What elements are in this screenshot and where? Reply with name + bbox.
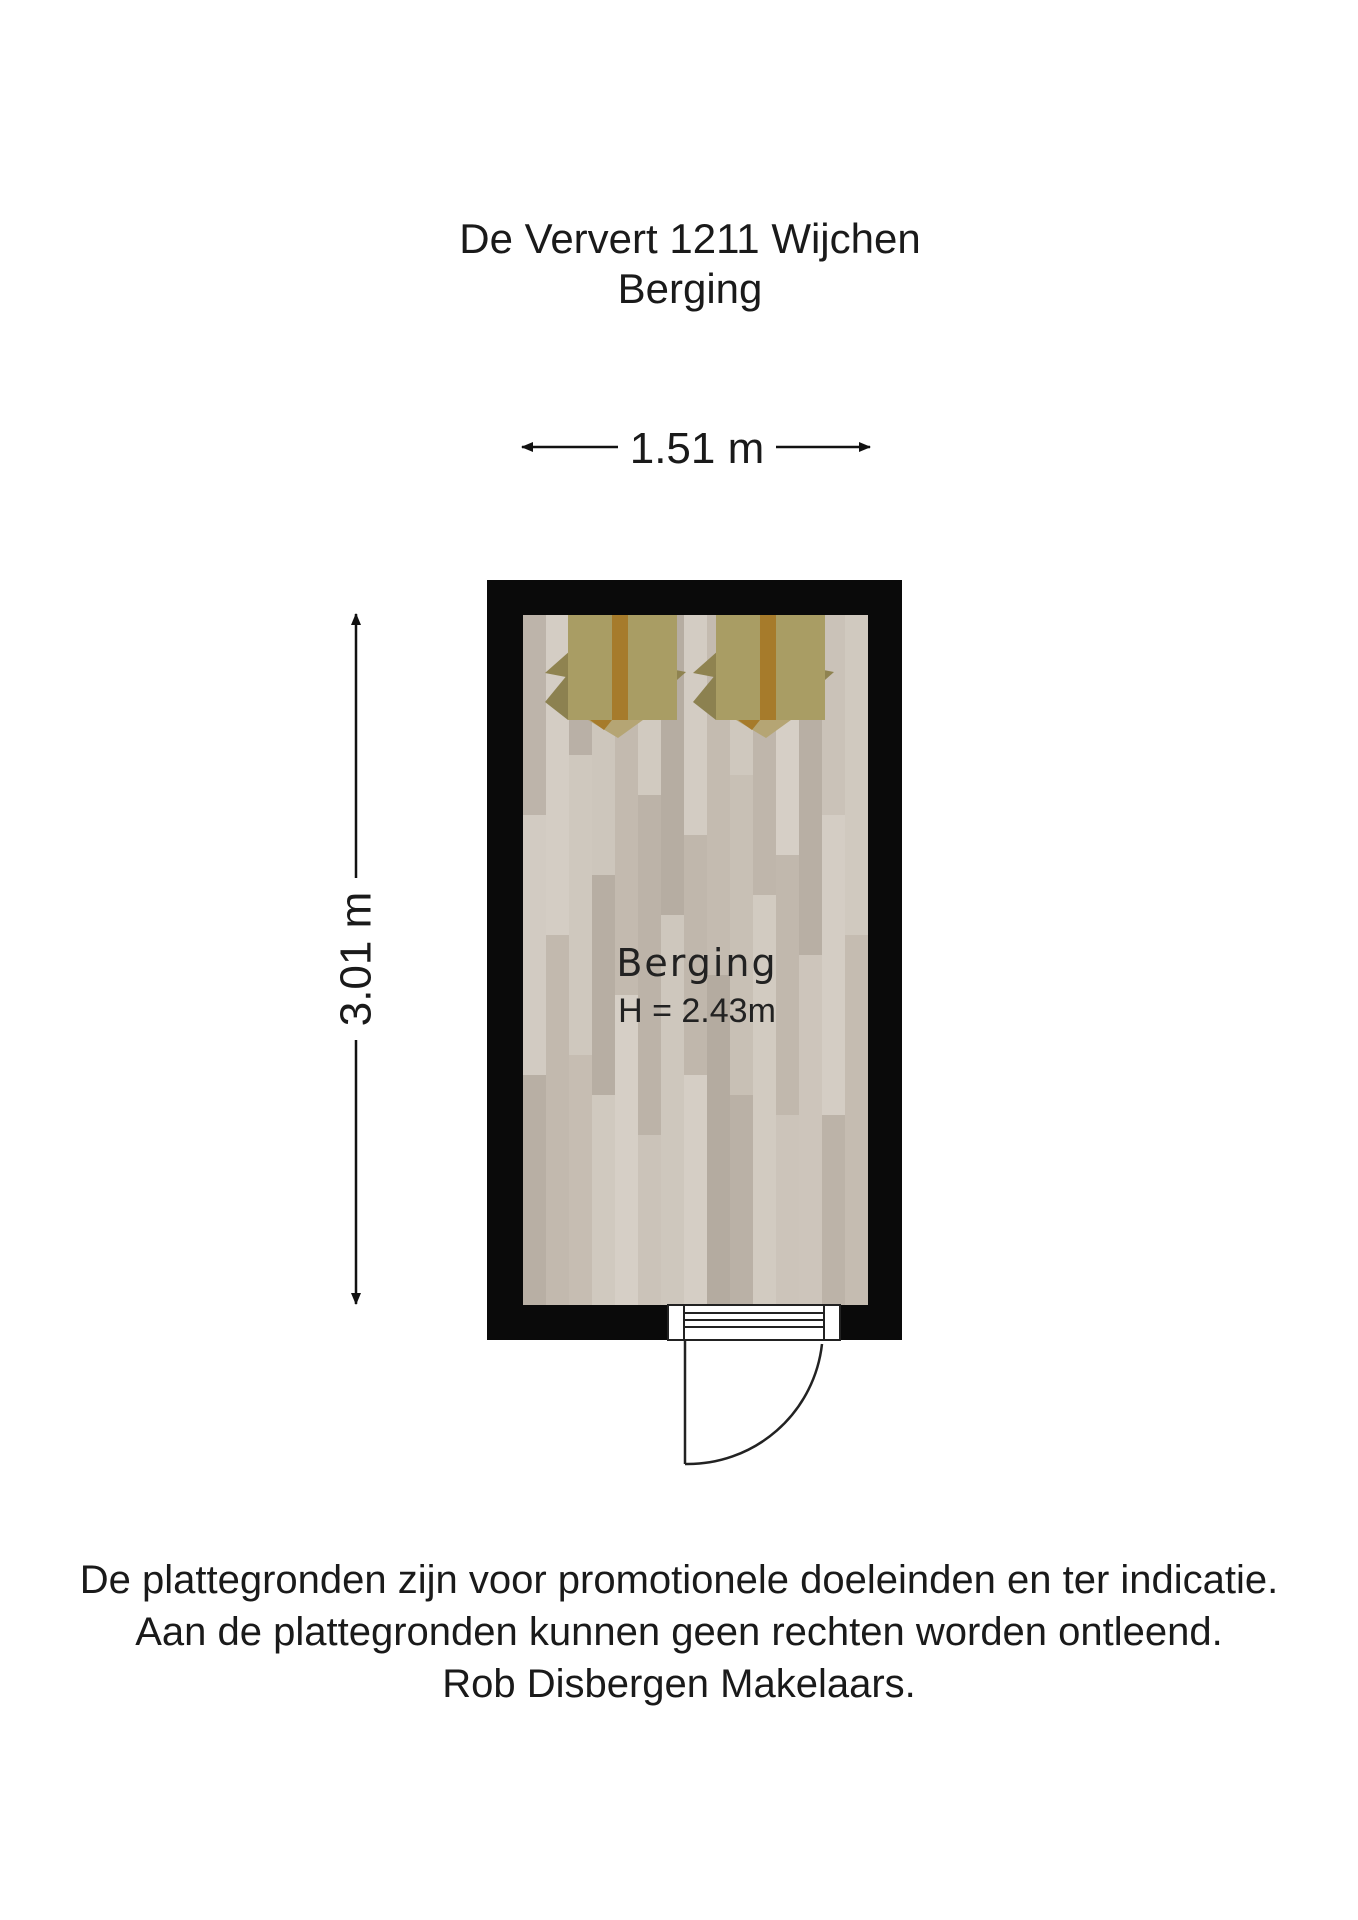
width-dimension: [522, 424, 870, 473]
door-swing-arc: [685, 1344, 822, 1464]
disclaimer-line-2: Aan de plattegronden kunnen geen rechten worden ontleend.: [135, 1610, 1223, 1654]
door-opening: [668, 1305, 840, 1340]
disclaimer-line-3: Rob Disbergen Makelaars.: [442, 1662, 916, 1706]
address-title: De Ververt 1211 Wijchen: [459, 215, 921, 262]
floor-title: Berging: [617, 265, 763, 312]
depth-dimension: [332, 614, 381, 1304]
door: [668, 1305, 840, 1464]
disclaimer-line-1: De plattegronden zijn voor promotionele doeleinden en ter indicatie.: [79, 1558, 1279, 1602]
depth-label: 3.01 m: [331, 891, 381, 1027]
room-height-label: H = 2.43m: [618, 992, 776, 1030]
room-name-label: Berging: [616, 941, 778, 985]
disclaimer: [0, 1554, 1358, 1710]
width-label: 1.51 m: [629, 424, 765, 473]
